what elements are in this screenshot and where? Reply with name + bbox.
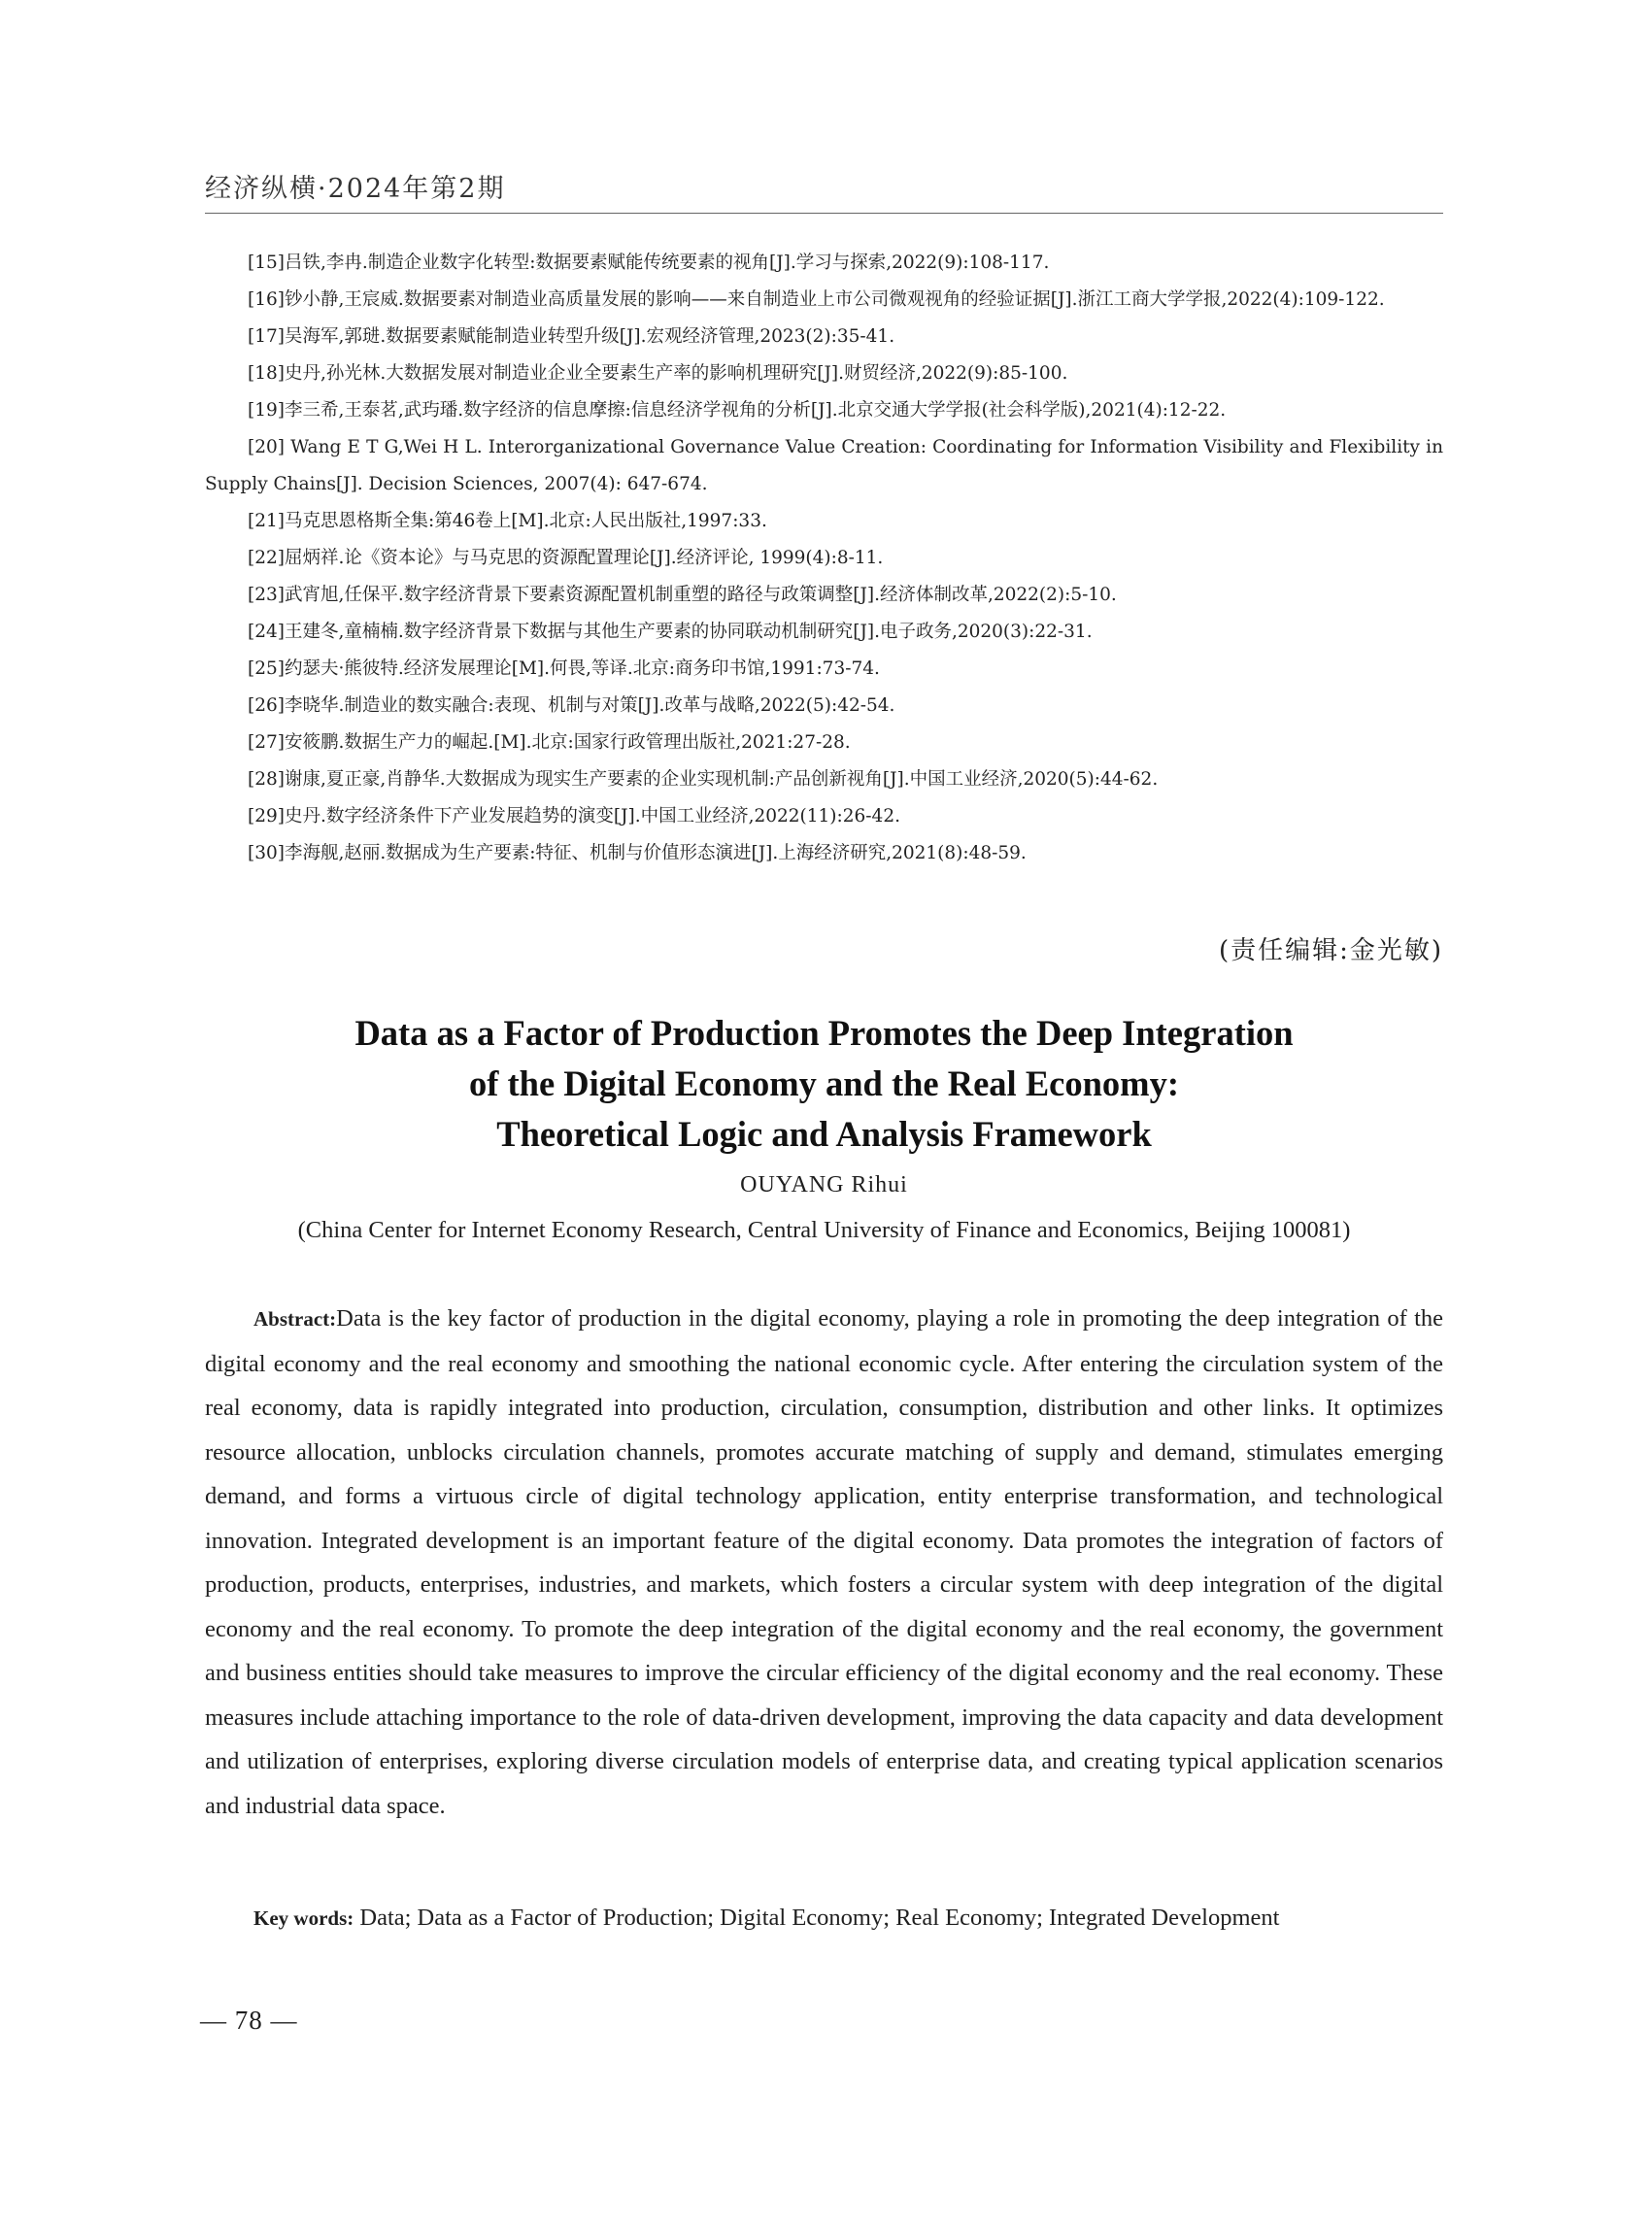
reference-item: [20] Wang E T G,Wei H L. Interorganizational Governance Value Creation: Coordinating for Information Visibility and Flexibility in Supply Chains[J]. Decision Sciences, 2007(4): 647-674. bbox=[205, 437, 1443, 494]
author-affiliation: (China Center for Internet Economy Research, Central University of Finance and Economics, Beijing 100081) bbox=[297, 1217, 1351, 1243]
reference-item: [18]史丹,孙光林.大数据发展对制造业企业全要素生产率的影响机理研究[J].财贸经济,2022(9):85-100. bbox=[248, 363, 1068, 384]
abstract-label: Abstract: bbox=[253, 1307, 337, 1331]
reference-item: [15]吕铁,李冉.制造企业数字化转型:数据要素赋能传统要素的视角[J].学习与探索,2022(9):108-117. bbox=[248, 253, 1050, 273]
reference-item: [28]谢康,夏正豪,肖静华.大数据成为现实生产要素的企业实现机制:产品创新视角[J].中国工业经济,2020(5):44-62. bbox=[248, 769, 1159, 790]
reference-item: [23]武宵旭,任保平.数字经济背景下要素资源配置机制重塑的路径与政策调整[J].经济体制改革,2022(2):5-10. bbox=[248, 585, 1117, 605]
page-number: — 78 — bbox=[200, 2006, 298, 2035]
reference-item: [22]屈炳祥.论《资本论》与马克思的资源配置理论[J].经济评论, 1999(4):8-11. bbox=[248, 548, 884, 568]
reference-item: [26]李晓华.制造业的数实融合:表现、机制与对策[J].改革与战略,2022(5):42-54. bbox=[248, 695, 895, 716]
reference-item: [19]李三希,王泰茗,武玙璠.数字经济的信息摩擦:信息经济学视角的分析[J].北京交通大学学报(社会科学版),2021(4):12-22. bbox=[248, 400, 1227, 421]
abstract-text: Data is the key factor of production in the digital economy, playing a role in promoting the deep integration of the digital economy and the real economy and smoothing the national economic cycle. After entering the circulation system of the real economy, data is rapidly integrated into production, circulation, consumption, distribution and other links. It optimizes resource allocation, unblocks circulation channels, promotes accurate matching of supply and demand, stimulates emerging demand, and forms a virtuous circle of digital technology application, entity enterprise transformation, and technological innovation. Integrated development is an important feature of the digital economy. Data promotes the integration of factors of production, products, enterprises, industries, and markets, which fosters a circular system with deep integration of the digital economy and the real economy. To promote the deep integration of the digital economy and the real economy, the government and business entities should take measures to improve the circular efficiency of the digital economy and the real economy. These measures include attaching importance to the role of data-driven development, improving the data capacity and data development and utilization of enterprises, exploring diverse circulation models of enterprise data, and creating typical application scenarios and industrial data space. bbox=[205, 1305, 1443, 1819]
keywords-text: Data; Data as a Factor of Production; Digital Economy; Real Economy; Integrated Development bbox=[354, 1905, 1280, 1931]
article-title bbox=[205, 1008, 1443, 1160]
keywords-label: Key words: bbox=[253, 1906, 354, 1930]
reference-item: [25]约瑟夫·熊彼特.经济发展理论[M].何畏,等译.北京:商务印书馆,1991:73-74. bbox=[248, 658, 880, 679]
reference-item: [30]李海舰,赵丽.数据成为生产要素:特征、机制与价值形态演进[J].上海经济研究,2021(8):48-59. bbox=[248, 843, 1027, 863]
reference-item: [27]安筱鹏.数据生产力的崛起.[M].北京:国家行政管理出版社,2021:27-28. bbox=[248, 732, 851, 753]
reference-item: [21]马克思恩格斯全集:第46卷上[M].北京:人民出版社,1997:33. bbox=[248, 511, 767, 531]
reference-list bbox=[205, 245, 1443, 872]
reference-item: [17]吴海军,郭琎.数据要素赋能制造业转型升级[J].宏观经济管理,2023(2):35-41. bbox=[248, 326, 895, 347]
editor-note: (责任编辑:金光敏) bbox=[1218, 936, 1443, 965]
author-name: OUYANG Rihui bbox=[740, 1172, 908, 1197]
reference-item: [29]史丹.数字经济条件下产业发展趋势的演变[J].中国工业经济,2022(11):26-42. bbox=[248, 806, 900, 826]
title-line: Data as a Factor of Production Promotes the Deep Integration bbox=[354, 1013, 1294, 1053]
abstract bbox=[205, 1297, 1443, 1828]
title-line: Theoretical Logic and Analysis Framework bbox=[496, 1114, 1152, 1154]
reference-item: [16]钞小静,王宸威.数据要素对制造业高质量发展的影响——来自制造业上市公司微观视角的经验证据[J].浙江工商大学学报,2022(4):109-122. bbox=[248, 289, 1385, 310]
reference-item: [24]王建冬,童楠楠.数字经济背景下数据与其他生产要素的协同联动机制研究[J].电子政务,2020(3):22-31. bbox=[248, 622, 1093, 642]
running-header: 经济纵横·2024年第2期 bbox=[205, 174, 506, 204]
title-line: of the Digital Economy and the Real Economy: bbox=[469, 1063, 1179, 1103]
keywords bbox=[205, 1905, 1443, 1932]
header-divider bbox=[205, 213, 1443, 214]
